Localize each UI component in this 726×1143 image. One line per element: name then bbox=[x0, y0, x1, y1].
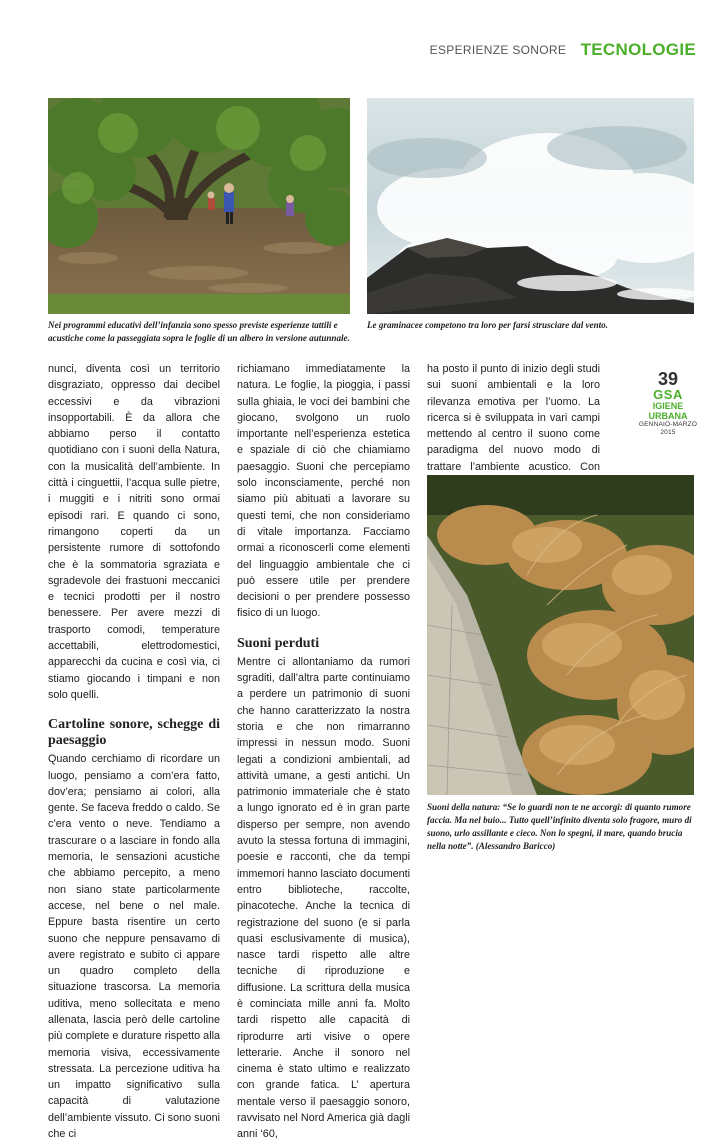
article-column-2 bbox=[237, 361, 410, 1143]
grass-photo-caption: Suoni della natura: “Se lo guardi non te ne accorgi: di quanto rumore faccia. Ma nel buio... Tutto quell’infinito diventa solo fragore, muro di suono, urlo assillante e cieco. Non lo spegni, il mare, quando brucia nella notte”. (Alessandro Baricco) bbox=[427, 802, 692, 851]
tree-photo-caption: Nei programmi educativi dell’infanzia sono spesso previste esperienze tattili e acustiche come la passeggiata sopra le foglie di un albero in versione autunnale. bbox=[48, 320, 350, 343]
article-paragraph: nunci, diventa così un territorio disgraziato, oppresso dai decibel eccessivi e da vibrazioni insopportabili. È da allora che abbiamo perso il contatto quotidiano con i suoni della Natura, con la musicalità dell’ambiente. In città i cinguettii, l’acqua sulle pietre, i muggiti e i nitriti sono ormai episodi rari. E quando ci sono, rimangono coperti da un persistente rumore di sottofondo che è la sommatoria sgraziata e sgradevole dei frastuoni meccanici e tecnici prodotti per il nostro benessere. Per avere mezzi di trasporto comodi, temperature accettabili, elettrodomestici, apparecchi da cucina e così via, ci stiamo giocando i timpani e non solo quelli. bbox=[48, 363, 220, 701]
waves-photo bbox=[367, 98, 694, 314]
section-label: ESPERIENZE SONORE bbox=[429, 43, 567, 57]
section-subhead: Cartoline sonore, schegge di paesaggio bbox=[48, 717, 220, 749]
category-label: TECNOLOGIE bbox=[580, 40, 696, 59]
page-badge bbox=[637, 370, 699, 437]
article-column-1 bbox=[48, 361, 220, 1142]
article-paragraph: Mentre ci allontaniamo da rumori sgraditi, dall’altra parte continuiamo a perdere un patrimonio di suoni che hanno caratterizzato la nostra storia e che non rimarranno impressi in nessun modo. Suoni legati a condizioni ambientali, ad attività umane, a gesti antichi. Un patrimonio immateriale che è stato a lungo ignorato ed è in gran parte disperso per sempre, non avendo avuto la stessa fortuna di immagini, poesie e racconti, che da tempi immemori hanno lasciato documenti entro biblioteche, raccolte, pinacoteche. Anche la tecnica di registrazione del suono (e si parla quasi esclusivamente di musica), nasce tardi rispetto alle altre tecniche di riproduzione e diffusione. La scrittura della musica è cominciata mille anni fa. Molto tardi rispetto alle capacità di riprodurre arti visive o opere letterarie. Anche il sonoro nel cinema è stato ultimo e realizzato con grande fatica. L’ apertura mentale verso il paesaggio sonoro, ravvisato nel Nord America già dagli anni ‘60, bbox=[237, 655, 410, 1141]
grass-photo-icon bbox=[427, 475, 694, 795]
brand-subtitle: IGIENE URBANA bbox=[648, 401, 688, 421]
article-paragraph: Quando cerchiamo di ricordare un luogo, pensiamo a com’era fatto, dov’era; pensiamo ai colori, alla gente. Se faceva freddo o caldo. Se c’era vento o neve. Tendiamo a trascurare o a lasciare in fondo alla memoria, le sensazioni acustiche che abbiamo percepito, a meno non siano state particolarmente accese, nel bene o nel male. Eppure basta risentire un certo suono che neppure pensavamo di avere registrato e subito ci appare un quadro completo della situazione trascorsa. La memoria uditiva, meno sollecitata e meno allenata, lascia però delle cartoline più complete e durature rispetto alla memoria visiva, eccessivamente stressata. La percezione uditiva ha un impatto significativo sulla capacità di valutazione dell’ambiente vissuto. Ci sono suoni che ci bbox=[48, 753, 220, 1141]
waves-photo-caption: Le graminacee competono tra loro per farsi strusciare dal vento. bbox=[367, 320, 608, 330]
article-paragraph: richiamano immediatamente la natura. Le foglie, la pioggia, i passi sulla ghiaia, le voci dei bambini che giocano, svolgono un ruolo importante nell’esperienza estetica e spaziale di ciò che chiamiamo paesaggio. Suoni che percepiamo solo inconsciamente, perché non siamo più abituati a lavorare su questi temi, che non consideriamo di vitale importanza. Facciamo ormai a riconoscerli come elementi del linguaggio ambientale che ci può essere utile per prendere decisioni o per prendere possesso fisico di un luogo. bbox=[237, 363, 410, 620]
grass-photo bbox=[427, 475, 694, 795]
article-paragraph: ha posto il punto di inizio degli studi sui suoni ambientali e la loro rilevanza emotiva per l’uomo. La ricerca si è sviluppata in vari campi mettendo al centro il suono come paradigma del nuovo modo di trattare l’ambiente acustico. Con bbox=[427, 363, 600, 473]
brand-logo: GSA bbox=[653, 387, 683, 402]
issue-date: GENNAIO-MARZO 2015 bbox=[638, 421, 698, 436]
section-subhead: Suoni perduti bbox=[237, 635, 320, 651]
page-header bbox=[430, 40, 696, 60]
waves-photo-icon bbox=[367, 98, 694, 314]
page-number: 39 bbox=[657, 369, 679, 389]
tree-photo-icon bbox=[48, 98, 350, 314]
tree-photo bbox=[48, 98, 350, 314]
